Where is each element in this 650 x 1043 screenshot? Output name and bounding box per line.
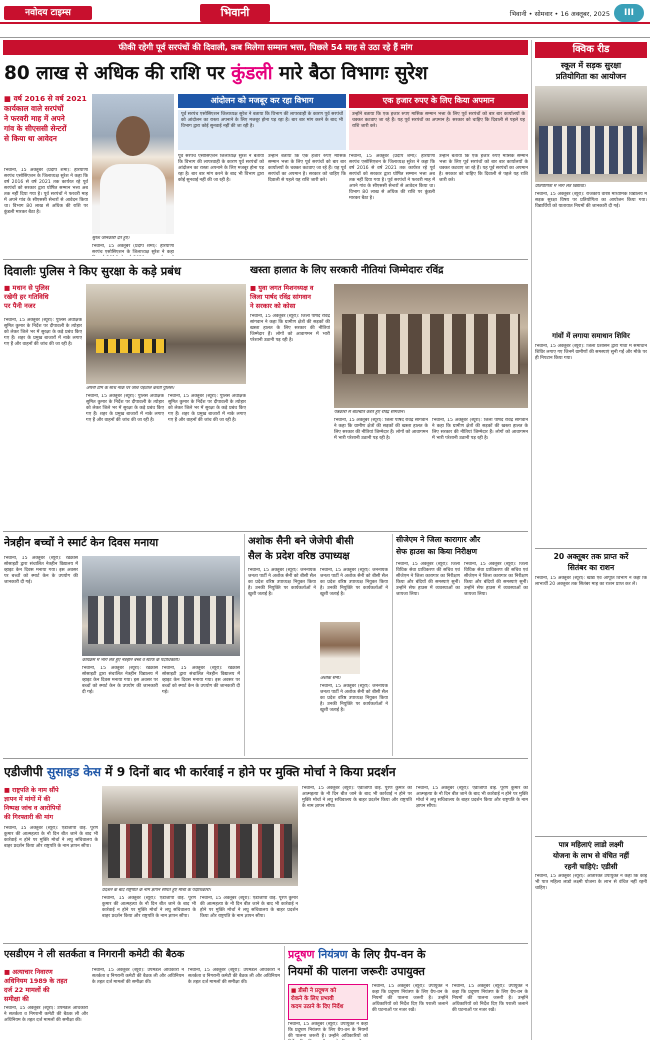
rule	[3, 259, 528, 260]
quick-read-photo-caption: प्रतियोगिता में भाग लेते विद्यार्थी।	[535, 184, 586, 189]
ration-headline-line: सितंबर का राशन	[567, 563, 615, 572]
roads-side-line: ने सरकार को कोसा	[250, 302, 296, 310]
roads-headline: खस्ता हालात के लिए सरकारी नीतियां जिम्मेदारः रविंद्र	[250, 265, 444, 276]
ashok-body-1: भिवानी, 15 अक्तूबर (ब्यूरो): जननायक जनता पार्टी ने अशोक सैनी को बीसी सैल का प्रदेश वरिष्ठ उपाध्यक्ष नियुक्त किया है। उनकी नियुक्ति पर कार्यकर्ताओं ने खुशी जताई है।	[248, 568, 316, 597]
ashok-body-2: भिवानी, 15 अक्तूबर (ब्यूरो): जननायक जनता पार्टी ने अशोक सैनी को बीसी सैल का प्रदेश वरिष्ठ उपाध्यक्ष नियुक्त किया है। उनकी नियुक्ति पर कार्यकर्ताओं ने खुशी जताई है।	[320, 568, 388, 597]
masthead	[0, 0, 650, 38]
ashok-headline-line: अशोक सैनी बने जेजेपी बीसी	[248, 536, 354, 547]
sdm-side-line: ■ अत्याचार निवारण	[4, 968, 53, 976]
lead-headline-post: मारे बैठा विभागः सुरेश	[272, 63, 428, 84]
jail-headline	[396, 534, 528, 558]
roads-side-line: ■ युवा जगत मिशनध्यक्ष व	[250, 284, 314, 292]
lado-headline-line: रहनी चाहिएं: एडीसी	[564, 862, 618, 871]
adgp-side-line: निष्पक्ष जांच व आरोपियों	[4, 805, 61, 812]
quick-read-head	[535, 60, 647, 82]
lead-photo-caption: सुरेश जानकारी देते हुए।	[92, 236, 130, 241]
pollution-body-3: भिवानी, 15 अक्तूबर (ब्यूरो): उपायुक्त ने कहा कि प्रदूषण नियंत्रण के लिए ग्रैप-वन के नियमों की पालना जरूरी है। उन्होंने अधिकारियों को निर्देश दिए कि पराली जलाने की घटनाओं पर नजर रखें।	[452, 984, 528, 1013]
police-side-line: ■ मधान से पुलिस	[4, 284, 50, 292]
person-silhouette	[116, 116, 150, 156]
ashok-body-3: भिवानी, 15 अक्तूबर (ब्यूरो): जननायक जनता पार्टी ने अशोक सैनी को बीसी सैल का प्रदेश वरिष्ठ उपाध्यक्ष नियुक्त किया है। उनकी नियुक्ति पर कार्यकर्ताओं ने खुशी जताई है।	[320, 684, 388, 713]
ashok-headline-line: सैल के प्रदेश वरिष्ठ उपाध्यक्ष	[248, 551, 350, 562]
lead-photo	[92, 94, 174, 234]
protest-crowd	[108, 824, 292, 878]
quick-read-photo	[535, 86, 647, 182]
smart-card-photo-caption: कार्यक्रम में भाग लेते हुए नेत्रहीन बच्चे व स्टाफ के पदाधिकारी।	[82, 658, 180, 663]
smart-card-body-1: भिवानी, 15 अक्तूबर (ब्यूरो): रेडक्रॉस सोसाइटी द्वारा संचालित नेत्रहीन विद्यालय में व्हाइट केन दिवस मनाया गया। इस अवसर पर बच्चों को स्मार्ट केन के उपयोग की जानकारी दी गई।	[4, 556, 78, 585]
sdm-body-3: भिवानी, 15 अक्तूबर (ब्यूरो): उपमंडल अधिकारी ने सतर्कता व निगरानी कमेटी की बैठक ली और अधिनियम के तहत दर्ज मामलों की समीक्षा की।	[188, 968, 280, 985]
pollution-body-1: भिवानी, 15 अक्तूबर (ब्यूरो): उपायुक्त ने कहा कि प्रदूषण नियंत्रण के लिए ग्रैप-वन के नियमों की पालना जरूरी है। उन्होंने अधिकारियों को	[288, 1022, 368, 1039]
roads-body-3: भिवानी, 15 अक्तूबर (ब्यूरो): जिला पार्षद रविंद्र सांगवान ने कहा कि ग्रामीण क्षेत्रों की सड़कों की खस्ता हालत के लिए सरकार की नीतियां जिम्मेदार हैं। लोगों को आवागमन में भारी परेशानी उठानी पड़ रही है।	[432, 418, 528, 441]
roads-side-line: जिला पार्षद रविंद्र सांगवान	[250, 293, 311, 301]
ashok-photo	[320, 622, 360, 674]
sdm-side-line: समीक्षा की	[4, 995, 29, 1003]
adgp-body-2: भिवानी, 15 अक्तूबर (ब्यूरो): एडीजीपी वाई. पूरण कुमार की आत्महत्या के नौ दिन बीत जाने के बाद भी कार्रवाई न होने पर मुक्ति मोर्चा ने लघु सचिवालय के बाहर प्रदर्शन किया और राष्ट्रपति के नाम ज्ञापन सौंपा।	[102, 896, 196, 919]
quick-read-tab: क्विक रीड	[535, 42, 647, 58]
lado-headline	[535, 839, 647, 872]
student-row	[539, 126, 643, 174]
lead-sidebar-line: ने फरवरी माह में अपने	[4, 114, 65, 123]
jail-body-2: भिवानी, 15 अक्तूबर (ब्यूरो): जिला विधिक सेवा प्राधिकरण की सचिव एवं सीजेएम ने जिला कारागार का निरीक्षण किया और बंदियों की समस्याएं सुनीं। उन्होंने सेफ हाउस में व्यवस्थाओं का जायजा लिया।	[464, 562, 528, 597]
pollution-headline-post: के लिए ग्रैप-वन के	[347, 948, 426, 961]
adgp-body-5: भिवानी, 15 अक्तूबर (ब्यूरो): एडीजीपी वाई. पूरण कुमार की आत्महत्या के नौ दिन बीत जाने के बाद भी कार्रवाई न होने पर मुक्ति मोर्चा ने लघु सचिवालय के बाहर प्रदर्शन किया और राष्ट्रपति के नाम ज्ञापन सौंपा।	[416, 786, 528, 809]
pollution-box-line: कदम उठाने के दिए निर्देश	[291, 1004, 344, 1010]
page-number-badge: III	[614, 4, 644, 22]
smart-card-photo	[82, 556, 240, 656]
ration-body: भिवानी, 15 अक्तूबर (ब्यूरो): खाद्य एवं आपूर्ति विभाग ने कहा कि लाभार्थी 20 अक्तूबर तक सितंबर माह का राशन प्राप्त कर लें।	[535, 576, 647, 587]
lead-headline-pre: 80 लाख से अधिक की राशि पर	[4, 63, 232, 84]
lead-red-head: एक हजार रुपए के लिए किया अपमान	[349, 94, 528, 108]
police-side-line: पर पैनी नजर	[4, 302, 36, 310]
lead-col-f: उन्होंने बताया कि एक हजार रुपए मासिक सम्मान भत्ता के लिए पूर्व सरपंचों को बार बार कार्यालयों के चक्कर कटवाए जा रहे हैं। यह पूर्व सरपंचों का अपमान है। सरकार को चाहिए कि दिवाली से पहले यह राशि जारी करे।	[439, 154, 528, 183]
brand-logo: नवोदय टाइम्स	[4, 6, 92, 20]
sdm-body-1: भिवानी, 15 अक्तूबर (ब्यूरो): उपमंडल अधिकारी ने सतर्कता व निगरानी कमेटी की बैठक ली और अधिनियम के तहत दर्ज मामलों की समीक्षा की।	[4, 1006, 88, 1023]
lado-headline-line: पात्र महिलाएं लाडो लक्ष्मी	[558, 840, 624, 849]
lead-col-c: पूर्व सरपंच एसोसिएशन जिलाध्यक्ष सुरेश ने बताया कि विभाग की लापरवाही के कारण पूर्व सरपंचों को आंदोलन का रास्ता अपनाने के लिए मजबूर होना पड़ रहा है। बार बार मांग करने के बाद भी विभाग द्वारा कोई सुनवाई नहीं की जा रही है।	[178, 154, 264, 183]
camp-headline: गांवों में लगाया समाधान शिविर	[552, 332, 630, 340]
rule	[3, 758, 528, 759]
sdm-body-2: भिवानी, 15 अक्तूबर (ब्यूरो): उपमंडल अधिकारी ने सतर्कता व निगरानी कमेटी की बैठक ली और अधिनियम के तहत दर्ज मामलों की समीक्षा की।	[92, 968, 184, 985]
smart-card-headline: नेत्रहीन बच्चों ने स्मार्ट केन दिवस मनाया	[4, 536, 159, 549]
ashok-photo-caption: अशोक सैनी।	[320, 676, 341, 681]
smart-card-body-2: भिवानी, 15 अक्तूबर (ब्यूरो): रेडक्रॉस सोसाइटी द्वारा संचालित नेत्रहीन विद्यालय में व्हाइट केन दिवस मनाया गया। इस अवसर पर बच्चों को स्मार्ट केन के उपयोग की जानकारी दी गई।	[82, 666, 158, 695]
pollution-body-2: भिवानी, 15 अक्तूबर (ब्यूरो): उपायुक्त ने कहा कि प्रदूषण नियंत्रण के लिए ग्रैप-वन के नियमों की पालना जरूरी है। उन्होंने अधिकारियों को निर्देश दिए कि पराली जलाने की घटनाओं पर नजर रखें।	[372, 984, 448, 1013]
ashok-headline	[248, 534, 388, 564]
quick-read-head-line: स्कूल में सड़क सुरक्षा	[560, 61, 622, 70]
people-row	[342, 314, 520, 374]
adgp-side-line: की गिरफ्तारी की मांग	[4, 814, 54, 821]
police-photo-caption: अपनी टीम के साथ नाके पर जांच पड़ताल करती पुलिस।	[86, 386, 175, 391]
rule	[3, 943, 528, 944]
lado-body: भिवानी, 15 अक्तूबर (ब्यूरो): अतिरिक्त उपायुक्त ने कहा कि कोई भी पात्र महिला लाडो लक्ष्मी योजना के लाभ से वंचित नहीं रहनी चाहिए।	[535, 874, 647, 891]
lead-sidebar-line: से किया था आवेदन	[4, 134, 57, 143]
pollution-headline	[288, 946, 528, 980]
rule	[3, 531, 528, 532]
lead-col-e: भिवानी, 15 अक्तूबर (प्रदीप शर्मा): हरियाणा सरपंच एसोसिएशन के जिलाध्यक्ष सुरेश ने कहा कि वर्ष 2016 से वर्ष 2021 तक कार्यरत रहे पूर्व सरपंचों को सरकार द्वारा घोषित सम्मान भत्ता अब तक नहीं दिया गया है। पूर्व सरपंचों ने फरवरी माह में अपने गांव के सीएससी सेन्टरों से आवेदन किया था। विभाग 80 लाख से अधिक की राशि पर कुंडली मारकर बैठा है।	[349, 154, 435, 201]
quick-read-head-line: प्रतियोगिता का आयोजन	[555, 72, 627, 81]
adgp-photo	[102, 786, 298, 886]
jail-headline-line: सीजेएम ने जिला कारागार और	[396, 535, 481, 544]
group-row	[88, 596, 234, 644]
pollution-box-line: रोकने के लिए प्रभावी	[291, 996, 334, 1002]
pollution-box-line: ■ डीसी ने प्रदूषण को	[291, 988, 337, 994]
adgp-headline-pre: एडीजीपी	[4, 765, 47, 779]
top-banner: फीकी रहेगी पूर्व सरपंचों की दिवाली, कब मिलेगा सम्मान भत्ता, पिछले 54 माह से उठा रहे हैं मांग	[3, 40, 528, 55]
rule	[244, 534, 245, 756]
sdm-headline: एसडीएम ने ली सतर्कता व निगरानी कमेटी की बैठक	[4, 949, 185, 960]
pollution-headline-line: नियमों की पालना जरूरीः उपायुक्त	[288, 965, 425, 978]
masthead-rule	[0, 22, 650, 24]
rule	[284, 946, 285, 1040]
adgp-headline-key: सुसाइड केस	[46, 765, 101, 779]
lado-headline-line: योजना के लाभ से वंचित नहीं	[552, 851, 630, 860]
adgp-body-1: भिवानी, 15 अक्तूबर (ब्यूरो): एडीजीपी वाई. पूरण कुमार की आत्महत्या के नौ दिन बीत जाने के बाद भी कार्रवाई न होने पर मुक्ति मोर्चा ने लघु सचिवालय के बाहर प्रदर्शन किया और राष्ट्रपति के नाम ज्ञापन सौंपा।	[4, 826, 98, 849]
adgp-body-4: भिवानी, 15 अक्तूबर (ब्यूरो): एडीजीपी वाई. पूरण कुमार की आत्महत्या के नौ दिन बीत जाने के बाद भी कार्रवाई न होने पर मुक्ति मोर्चा ने लघु सचिवालय के बाहर प्रदर्शन किया और राष्ट्रपति के नाम ज्ञापन सौंपा।	[302, 786, 412, 809]
lead-body: भिवानी, 15 अक्तूबर (प्रदीप शर्मा): हरियाणा सरपंच एसोसिएशन के जिलाध्यक्ष सुरेश ने कहा कि वर्ष 2016 से वर्ष 2021 तक कार्यरत रहे पूर्व सरपंचों को सरकार द्वारा घोषित सम्मान भत्ता अब तक नहीं दिया गया है। पूर्व सरपंचों ने फरवरी माह में अपने गांव के सीएससी सेन्टरों से आवेदन किया था। विभाग 80 लाख से अधिक की राशि पर कुंडली मारकर बैठा है।	[4, 168, 88, 215]
police-body-3: भिवानी, 15 अक्तूबर (ब्यूरो): पुलिस अधीक्षक सुमित कुमार के निर्देश पर दीपावली के त्योहार को लेकर जिले भर में सुरक्षा के कड़े प्रबंध किए गए हैं। शहर के प्रमुख बाजारों में नाके लगाए गए हैं और वाहनों की जांच की जा रही है।	[168, 394, 246, 423]
lead-col-a: पूर्व सरपंच एसोसिएशन जिलाध्यक्ष सुरेश ने बताया कि विभाग की लापरवाही के कारण पूर्व सरपंचों को आंदोलन का रास्ता अपनाने के लिए मजबूर होना पड़ रहा है। बार बार मांग करने के बाद भी विभाग द्वारा कोई सुनवाई नहीं की जा रही है।	[178, 110, 346, 150]
adgp-headline-post: में 9 दिनों बाद भी कार्रवाई न होने पर मुक्ति मोर्चा ने किया प्रदर्शन	[100, 765, 396, 779]
barricade	[96, 339, 166, 353]
lead-sidebar-line: गांव के सीएससी सेन्टरों	[4, 124, 67, 133]
sdm-side-line: दर्ज 22 मामलों की	[4, 986, 50, 994]
rule	[535, 548, 647, 549]
sdm-side-head	[4, 968, 88, 1004]
pollution-headline-key: नियंत्रण	[314, 948, 348, 961]
adgp-side-line: ■ राष्ट्रपति के नाम सौंपे	[4, 787, 59, 794]
lead-blue-head: आंदोलन को मजबूर कर रहा विभाग	[178, 94, 346, 108]
roads-photo	[334, 284, 528, 408]
pollution-headline-line	[288, 946, 528, 963]
quick-read-body: भिवानी, 15 अक्तूबर (ब्यूरो): राजकीय वरिष्ठ माध्यमिक विद्यालय में सड़क सुरक्षा विषय पर प्रतियोगिता का आयोजन किया गया। विद्यार्थियों को यातायात नियमों की जानकारी दी गई।	[535, 192, 647, 209]
pollution-headline-pre: प्रदूषण	[288, 948, 315, 961]
police-headline: दिवालीः पुलिस ने किए सुरक्षा के कड़े प्रबंध	[4, 264, 181, 278]
jail-headline-line: सेफ हाउस का किया निरीक्षण	[396, 547, 478, 556]
rule	[531, 40, 532, 1040]
police-body-2: भिवानी, 15 अक्तूबर (ब्यूरो): पुलिस अधीक्षक सुमित कुमार के निर्देश पर दीपावली के त्योहार को लेकर जिले भर में सुरक्षा के कड़े प्रबंध किए गए हैं। शहर के प्रमुख बाजारों में नाके लगाए गए हैं और वाहनों की जांच की जा रही है।	[86, 394, 164, 423]
lead-sidebar-line: कार्यकाल वाले सरपंचों	[4, 104, 64, 113]
lead-sidebar	[4, 94, 88, 164]
lead-col-d: उन्होंने बताया कि एक हजार रुपए मासिक सम्मान भत्ता के लिए पूर्व सरपंचों को बार बार कार्यालयों के चक्कर कटवाए जा रहे हैं। यह पूर्व सरपंचों का अपमान है। सरकार को चाहिए कि दिवाली से पहले यह राशि जारी करे।	[268, 154, 346, 183]
jail-body-1: भिवानी, 15 अक्तूबर (ब्यूरो): जिला विधिक सेवा प्राधिकरण की सचिव एवं सीजेएम ने जिला कारागार का निरीक्षण किया और बंदियों की समस्याएं सुनीं। उन्होंने सेफ हाउस में व्यवस्थाओं का जायजा लिया।	[396, 562, 460, 597]
sdm-side-line: अधिनियम 1989 के तहत	[4, 977, 68, 985]
ration-headline-line: 20 अक्तूबर तक प्राप्त करें	[553, 552, 629, 561]
lead-col-b: उन्होंने बताया कि एक हजार रुपए मासिक सम्मान भत्ता के लिए पूर्व सरपंचों को बार बार कार्यालयों के चक्कर कटवाए जा रहे हैं। यह पूर्व सरपंचों का अपमान है। सरकार को चाहिए कि दिवाली से पहले यह राशि जारी करे।	[349, 110, 528, 150]
adgp-photo-caption: प्रदर्शन के बाद राष्ट्रपति के नाम ज्ञापन सौंपते हुए मोर्चा के पदाधिकारी।	[102, 888, 211, 893]
lead-headline	[4, 60, 528, 88]
rule	[392, 534, 393, 756]
smart-card-body-3: भिवानी, 15 अक्तूबर (ब्यूरो): रेडक्रॉस सोसाइटी द्वारा संचालित नेत्रहीन विद्यालय में व्हाइट केन दिवस मनाया गया। इस अवसर पर बच्चों को स्मार्ट केन के उपयोग की जानकारी दी गई।	[162, 666, 240, 695]
roads-body-1: भिवानी, 15 अक्तूबर (ब्यूरो): जिला पार्षद रविंद्र सांगवान ने कहा कि ग्रामीण क्षेत्रों की सड़कों की खस्ता हालत के लिए सरकार की नीतियां जिम्मेदार हैं। लोगों को आवागमन में भारी परेशानी उठानी पड़ रही है।	[250, 314, 330, 343]
adgp-headline	[4, 762, 528, 782]
roads-body-2: भिवानी, 15 अक्तूबर (ब्यूरो): जिला पार्षद रविंद्र सांगवान ने कहा कि ग्रामीण क्षेत्रों की सड़कों की खस्ता हालत के लिए सरकार की नीतियां जिम्मेदार हैं। लोगों को आवागमन में भारी परेशानी उठानी पड़ रही है।	[334, 418, 428, 441]
dateline: भिवानी • सोमवार • 16 अक्तूबर, 2025	[509, 10, 610, 18]
section-tab: भिवानी	[200, 4, 270, 22]
lead-headline-key: कुंडली	[231, 63, 273, 84]
police-side-line: रखेगी हर गतिविधि	[4, 293, 49, 301]
lead-sidebar-kicker: ■ वर्ष 2016 से वर्ष 2021	[4, 94, 87, 103]
adgp-side-line: ज्ञापन में मांगों में की	[4, 796, 51, 803]
lead-body-2: भिवानी, 15 अक्तूबर (प्रदीप शर्मा): हरियाणा सरपंच एसोसिएशन के जिलाध्यक्ष सुरेश ने कहा	[92, 244, 174, 255]
police-body-1: भिवानी, 15 अक्तूबर (ब्यूरो): पुलिस अधीक्षक सुमित कुमार के निर्देश पर दीपावली के त्योहार को लेकर जिले भर में सुरक्षा के कड़े प्रबंध किए गए हैं। शहर के प्रमुख बाजारों में नाके लगाए गए हैं और वाहनों की जांच की जा रही है।	[4, 318, 82, 347]
adgp-side-head	[4, 786, 98, 822]
rule	[535, 836, 647, 837]
pollution-box	[288, 984, 368, 1020]
camp-body: भिवानी, 15 अक्तूबर (ब्यूरो): जिला प्रशासन द्वारा गांवों में समाधान शिविर लगाए गए जिनमें ग्रामीणों की समस्याएं सुनी गईं और मौके पर ही निपटान किया गया।	[535, 344, 647, 361]
police-side-head	[4, 284, 82, 311]
person-shirt	[100, 164, 166, 234]
ration-headline	[535, 551, 647, 573]
police-photo	[86, 284, 246, 384]
roads-photo-caption: पत्रकारों से बातचीत करते हुए रविंद्र सांगवान।	[334, 410, 405, 415]
adgp-body-3: भिवानी, 15 अक्तूबर (ब्यूरो): एडीजीपी वाई. पूरण कुमार की आत्महत्या के नौ दिन बीत जाने के बाद भी कार्रवाई न होने पर मुक्ति मोर्चा ने लघु सचिवालय के बाहर प्रदर्शन किया और राष्ट्रपति के नाम ज्ञापन सौंपा।	[200, 896, 298, 919]
